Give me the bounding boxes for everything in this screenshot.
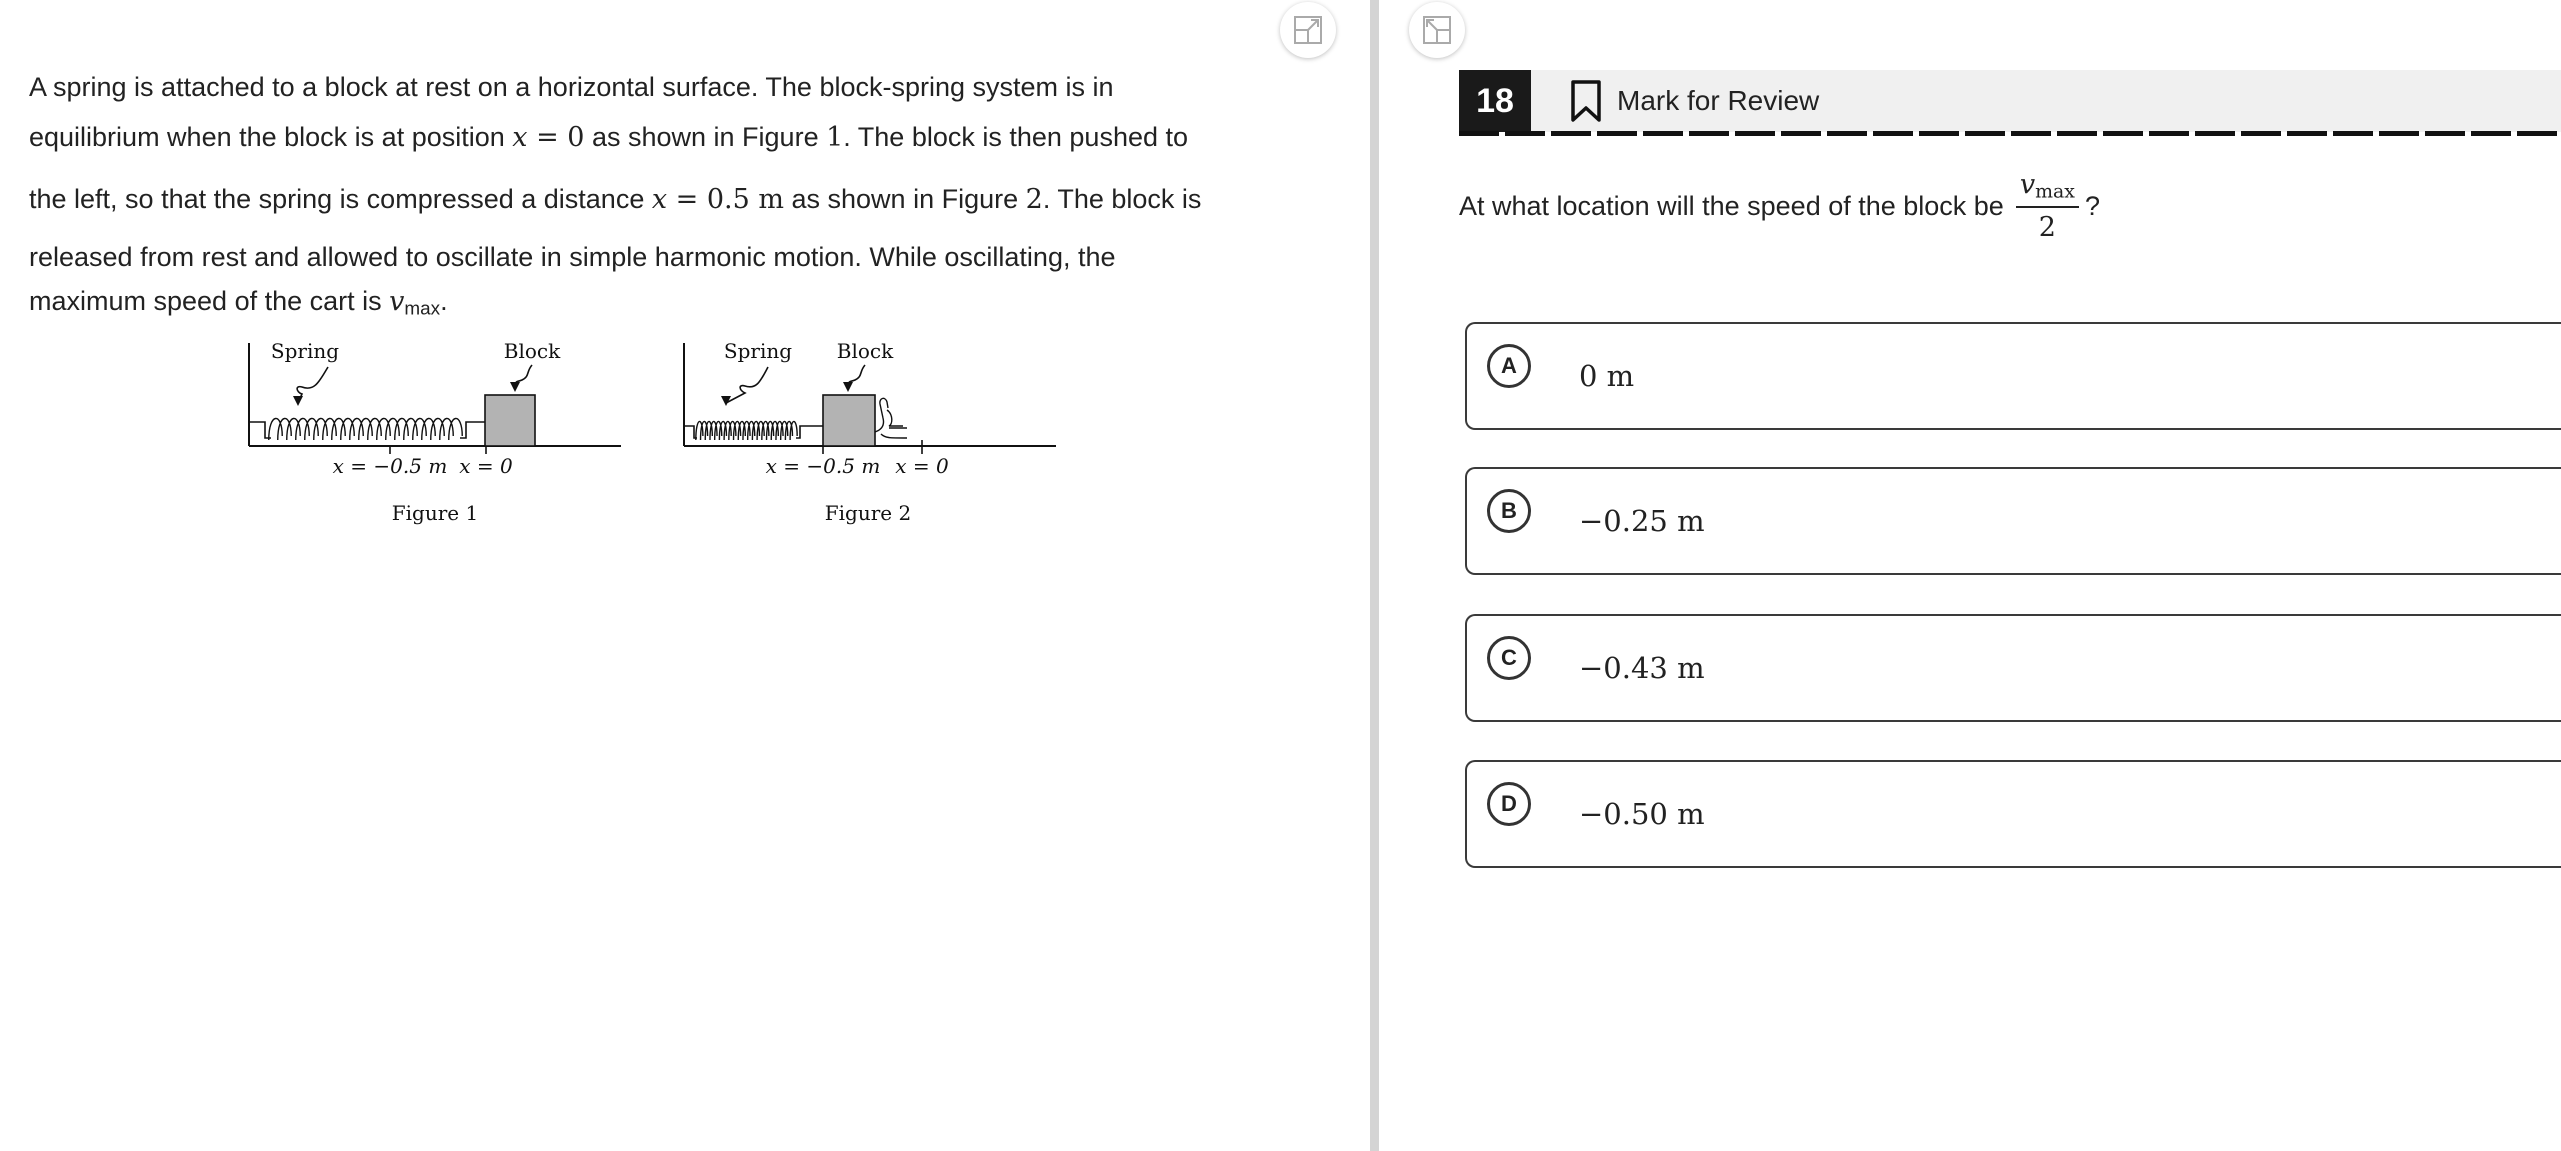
math-subscript: max — [404, 298, 441, 320]
choice-letter: D — [1487, 782, 1531, 826]
question-number: 18 — [1459, 70, 1531, 132]
block — [485, 395, 535, 446]
passage-text-span: . — [440, 286, 448, 316]
header-divider — [1459, 131, 2561, 136]
spring-coil — [269, 418, 463, 440]
math-variable: v — [2019, 168, 2036, 200]
answer-choice-b[interactable] — [1465, 467, 2561, 575]
spring-connector — [796, 426, 823, 438]
passage-line — [29, 74, 1114, 101]
passage-text-span: . The block is — [1042, 184, 1202, 214]
spring-loops — [696, 421, 797, 440]
spring-label: Spring — [270, 339, 340, 363]
passage-text-span: equilibrium when the block is at position — [29, 122, 513, 152]
passage-line — [29, 124, 1188, 151]
spring-label: Spring — [723, 339, 793, 363]
passage-text-span: released from rest and allowed to oscillate in simple harmonic motion. While oscillating, the — [29, 242, 1116, 272]
position-label: x = 0 — [459, 454, 513, 478]
question-text: At what location will the speed of the block be — [1459, 190, 2004, 221]
fraction — [2016, 169, 2079, 244]
figure-caption: Figure 2 — [824, 501, 912, 525]
block-label: Block — [836, 339, 894, 363]
pane-divider[interactable] — [1370, 0, 1379, 1151]
figure-2 — [675, 330, 1065, 530]
choice-letter: C — [1487, 636, 1531, 680]
math-variable: x — [651, 184, 668, 215]
block-label: Block — [503, 339, 561, 363]
choice-text: −0.43 m — [1579, 651, 1705, 685]
answer-choice-a[interactable] — [1465, 322, 2561, 430]
spring-pointer-arrow — [726, 367, 768, 403]
figure-1 — [240, 330, 630, 530]
hand-icon — [875, 398, 907, 438]
passage-line — [29, 244, 1116, 271]
arrowhead — [510, 382, 520, 392]
choice-text: 0 m — [1579, 359, 1635, 393]
math-subscript: max — [2035, 180, 2075, 203]
math-value: = 0.5 m — [667, 184, 784, 215]
passage-text-span: . The block is then pushed to — [843, 122, 1189, 152]
passage-text-span: the left, so that the spring is compressed a distance — [29, 184, 652, 214]
expand-button[interactable] — [1280, 2, 1336, 58]
figure-ref: 1 — [826, 122, 844, 153]
position-label: x = 0 — [895, 454, 949, 478]
figure-caption: Figure 1 — [391, 501, 479, 525]
passage-text-span: as shown in Figure — [784, 184, 1026, 214]
mark-for-review-button[interactable] — [1569, 76, 1819, 126]
choice-text: −0.25 m — [1579, 504, 1705, 538]
choice-letter: A — [1487, 344, 1531, 388]
passage-text-span: A spring is attached to a block at rest on a horizontal surface. The block-spring system is in — [29, 72, 1114, 102]
math-variable: x — [512, 122, 528, 153]
spring-connector — [460, 422, 485, 438]
fraction-denominator: 2 — [2038, 212, 2056, 244]
choice-text: −0.50 m — [1579, 797, 1705, 831]
arrowhead — [843, 382, 853, 392]
spring-mount — [249, 422, 271, 438]
figure-ref: 2 — [1025, 184, 1043, 215]
expand-icon — [1291, 13, 1325, 47]
question-pane — [1379, 0, 2561, 1151]
passage-text-span: maximum speed of the cart is — [29, 286, 390, 316]
passage-line — [29, 186, 1201, 213]
spring-loops — [269, 418, 463, 440]
fraction-numerator — [2016, 169, 2079, 209]
question-mark: ? — [2084, 190, 2100, 221]
spring-coil — [696, 421, 797, 440]
arrowhead — [293, 396, 303, 406]
answer-choice-c[interactable] — [1465, 614, 2561, 722]
block — [823, 395, 875, 446]
spring-mount — [684, 426, 697, 438]
bookmark-icon — [1569, 79, 1603, 123]
position-label: x = −0.5 m — [765, 454, 881, 478]
math-value: = 0 — [527, 122, 585, 153]
math-variable: v — [389, 286, 405, 317]
passage-text-span: as shown in Figure — [584, 122, 827, 152]
mark-for-review-label: Mark for Review — [1617, 85, 1820, 116]
passage-line — [29, 288, 448, 320]
answer-choice-d[interactable] — [1465, 760, 2561, 868]
choice-letter: B — [1487, 489, 1531, 533]
position-label: x = −0.5 m — [332, 454, 448, 478]
question-prompt — [1459, 166, 2100, 246]
